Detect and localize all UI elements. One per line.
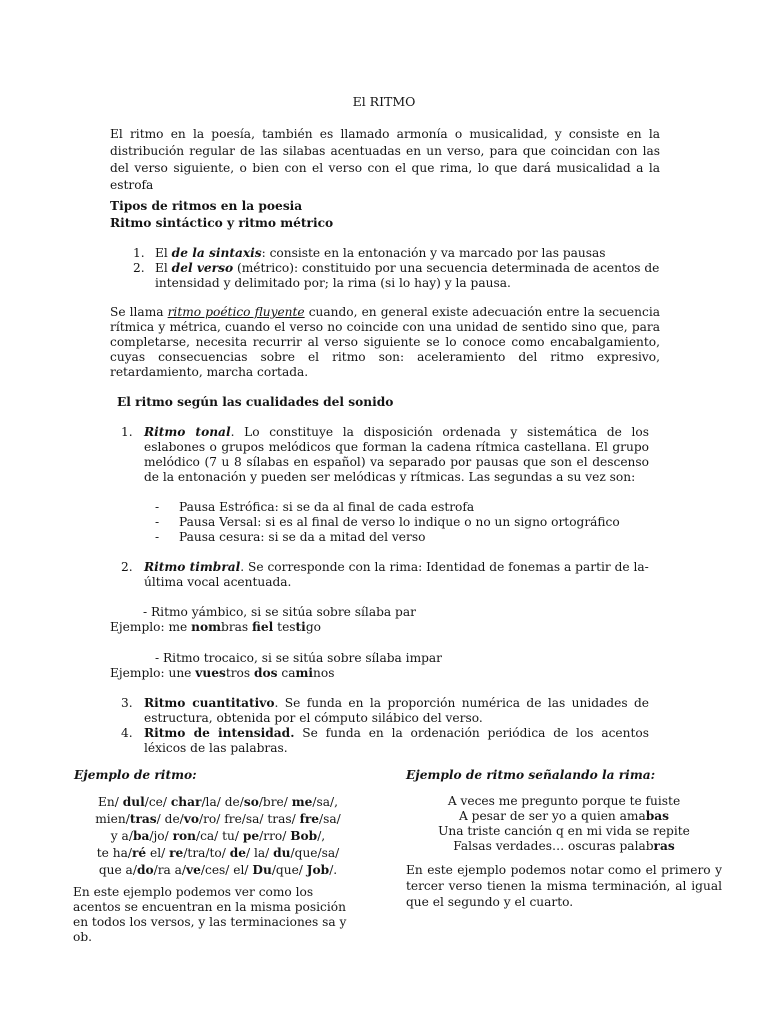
example-left-heading: Ejemplo de ritmo: [74, 768, 197, 782]
list-item-text: : consiste en la entonación y va marcado por las pausas [261, 246, 606, 260]
list-item-prefix: El [155, 261, 172, 275]
list-item [110, 261, 660, 291]
syllable: nos [313, 666, 335, 680]
list-number: 2. [121, 560, 133, 574]
list-number: 2. [133, 261, 145, 275]
list-item [117, 696, 649, 726]
list-item [117, 560, 649, 590]
syllable: go [305, 620, 321, 634]
dash-bullet: - [155, 515, 160, 529]
scanned-verse [70, 794, 366, 879]
section-heading: El ritmo según las cualidades del sonido [117, 395, 394, 409]
verse-line: y a/ba/jo/ ron/ca/ tu/ pe/rro/ Bob/, [110, 829, 326, 843]
list-item-term: Ritmo de intensidad. [144, 726, 295, 740]
list-item [117, 425, 649, 485]
types-subheading: Ritmo sintáctico y ritmo métrico [110, 216, 334, 230]
rhyme-verse [406, 794, 722, 854]
list-item-text: Se funda en la ordenación periódica de los acentos léxicos de las palabras. [144, 726, 649, 755]
verse-line: Falsas verdades… oscuras palabras [453, 839, 675, 853]
fluent-rhythm-paragraph [110, 305, 660, 380]
rhythm-types-list [110, 246, 660, 291]
yambic-description: - Ritmo yámbico, si se sitúa sobre sílaba par [143, 605, 416, 619]
list-item-prefix: El [155, 246, 172, 260]
rhyme-ending: ras [653, 839, 675, 853]
stressed-syllable: dos [254, 666, 278, 680]
example-label: Ejemplo: [110, 620, 169, 634]
yambic-example [110, 620, 321, 635]
list-item-term: de la sintaxis [171, 246, 262, 260]
list-item-term: Ritmo tonal [144, 425, 231, 439]
verse-line: En/ dul/ce/ char/la/ de/so/bre/ me/sa/, [97, 795, 339, 809]
pause-text: Pausa cesura: si se da a mitad del verso [179, 530, 426, 544]
pause-text: Pausa Estrófica: si se da al final de cada estrofa [179, 500, 475, 514]
pause-item [155, 500, 620, 515]
list-item-term: Ritmo cuantitativo [144, 696, 275, 710]
rhyme-ending: bas [645, 809, 670, 823]
list-item-text: (métrico): constituido por una secuencia determinada de acentos de intensidad y delimitado por; la rima (si lo hay) y la pausa. [155, 261, 660, 290]
para-prefix: Se llama [110, 305, 168, 319]
stressed-syllable: vues [195, 666, 226, 680]
pause-text: Pausa Versal: si es al final de verso lo indique o no un signo ortográfico [179, 515, 620, 529]
sound-qualities-list-3 [117, 696, 649, 756]
sound-qualities-list-2 [117, 560, 649, 590]
verse-line: mien/tras/ de/vo/ro/ fre/sa/ tras/ fre/sa/ [95, 812, 341, 826]
list-item-term: Ritmo timbral [144, 560, 241, 574]
syllable: tros [225, 666, 255, 680]
pause-list [155, 500, 620, 545]
list-item [110, 246, 660, 261]
example-label: Ejemplo: [110, 666, 169, 680]
list-item [117, 726, 649, 756]
page-title: El RITMO [352, 94, 416, 109]
verse-line: A veces me pregunto porque te fuiste [447, 794, 681, 808]
stressed-syllable: nom [191, 620, 222, 634]
pause-item [155, 530, 620, 545]
stressed-syllable: ti [295, 620, 306, 634]
syllable: ca [277, 666, 296, 680]
list-item-term: del verso [171, 261, 234, 275]
list-number: 4. [121, 726, 133, 740]
verse-line: te ha/ré el/ re/tra/to/ de/ la/ du/que/sa/ [96, 846, 340, 860]
dash-bullet: - [155, 530, 160, 544]
verse-line: que a/do/ra a/ve/ces/ el/ Du/que/ Job/. [98, 863, 338, 877]
list-number: 1. [133, 246, 145, 260]
fluent-rhythm-term: ritmo poético fluyente [167, 305, 305, 319]
types-heading: Tipos de ritmos en la poesia [110, 199, 303, 213]
list-number: 3. [121, 696, 133, 710]
para-text: cuando, en general existe adecuación entre la secuencia rítmica y métrica, cuando el verso no coincide con una unidad de sentido sino que, para completarse, necesita recurrir al verso siguiente se lo conoce como encabalgamiento, cuyas consecuencias sobre el ritmo son: aceleramiento del ritmo expresivo, retardamiento, marcha cortada. [110, 305, 660, 379]
pause-item [155, 515, 620, 530]
list-item-text: . Se corresponde con la rima: Identidad de fonemas a partir de la-última vocal acentuada. [144, 560, 649, 589]
syllable: une [168, 666, 196, 680]
sound-qualities-list-1 [117, 425, 649, 485]
trochaic-description: - Ritmo trocaico, si se sitúa sobre sílaba impar [155, 651, 443, 665]
list-number: 1. [121, 425, 133, 439]
syllable: me [168, 620, 192, 634]
trochaic-example [110, 666, 335, 681]
list-item-text: . Lo constituye la disposición ordenada y sistemática de los eslabones o grupos melódicos que forman la cadena rítmica castellana. El grupo melódico (7 u 8 sílabas en español) va separado por pausas que son el descenso de la entonación y pueden ser melódicas y rítmicas. Las segundas a su vez son: [144, 425, 649, 484]
syllable: bras [221, 620, 253, 634]
stressed-syllable: fiel [252, 620, 274, 634]
example-left-comment: En este ejemplo podemos ver como los acentos se encuentran en la misma posición en todos los versos, y las terminaciones sa y ob. [73, 885, 347, 944]
list-item-text: . Se funda en la proporción numérica de las unidades de estructura, obtenida por el cómputo silábico del verso. [144, 696, 649, 725]
types-headings [110, 198, 333, 232]
syllable: tes [273, 620, 296, 634]
verse-line: A pesar de ser yo a quien amabas [458, 809, 670, 823]
stressed-syllable: mi [295, 666, 314, 680]
verse-line: Una triste canción q en mi vida se repite [438, 824, 690, 838]
example-right-heading: Ejemplo de ritmo señalando la rima: [406, 768, 656, 782]
dash-bullet: - [155, 500, 160, 514]
example-right-comment: En este ejemplo podemos notar como el primero y tercer verso tienen la misma terminación, al igual que el segundo y el cuarto. [406, 863, 722, 909]
intro-paragraph: El ritmo en la poesía, también es llamado armonía o musicalidad, y consiste en la distribución regular de las silabas acentuadas en un verso, para que coincidan con las del verso siguiente, o bien con el verso con el que rima, lo que dará musicalidad a la estrofa [110, 127, 660, 192]
